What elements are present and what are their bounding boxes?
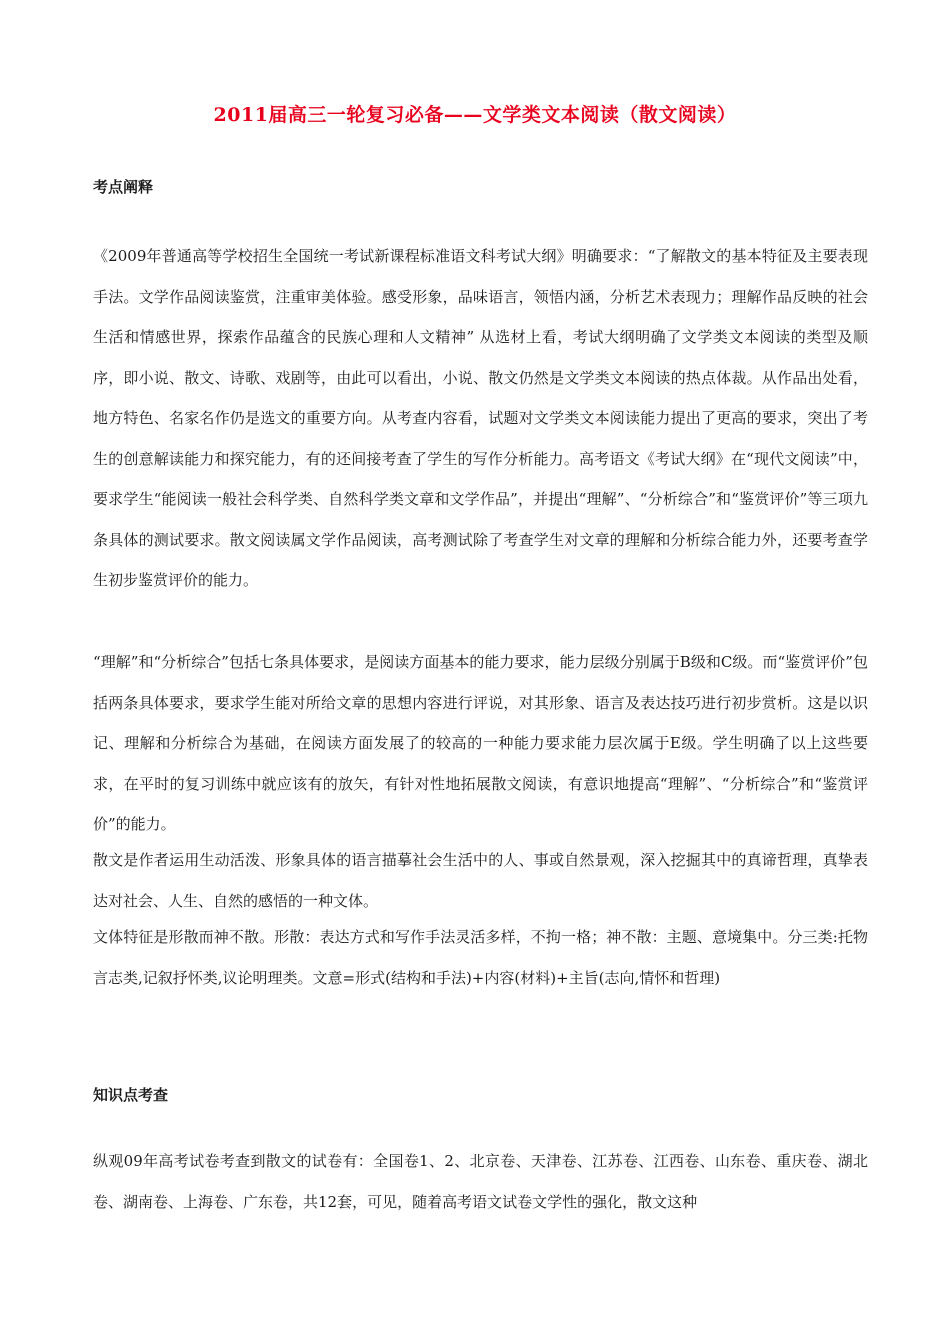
paragraph-prose-definition: 散文是作者运用生动活泼、形象具体的语言描摹社会生活中的人、事或自然景观，深入挖掘其中的真谛哲理，真挚表达对社会、人生、自然的感悟的一种文体。 [93,851,868,910]
paragraph-exam-outline: 《2009年普通高等学校招生全国统一考试新课程标准语文科考试大纲》明确要求：“了解散文的基本特征及主要表现手法。文学作品阅读鉴赏，注重审美体验。感受形象，品味语言，领悟内涵，分析艺术表现力；理解作品反映的社会生活和情感世界，探索作品蕴含的民族心理和人文精神” 从选材上看，考试大纲明确了文学类文本阅读的类型及顺序，即小说、散文、诗歌、戏剧等，由此可以看出，小说、散文仍然是文学类文本阅读的热点体裁。从作品出处看，地方特色、名家名作仍是选文的重要方向。从考查内容看，试题对文学类文本阅读能力提出了更高的要求，突出了考生的创意解读能力和探究能力，有的还间接考查了学生的写作分析能力。高考语文《考试大纲》在“现代文阅读”中，要求学生“能阅读一般社会科学类、自然科学类文章和文学作品”，并提出“理解”、“分析综合”和“鉴赏评价”等三项九条具体的测试要求。散文阅读属文学作品阅读，高考测试除了考查学生对文章的理解和分析综合能力外，还要考查学生初步鉴赏评价的能力。 [93,247,868,589]
paragraph-exam-survey: 纵观09年高考试卷考查到散文的试卷有：全国卷1、2、北京卷、天津卷、江苏卷、江西卷、山东卷、重庆卷、湖北卷、湖南卷、上海卷、广东卷，共12套，可见，随着高考语文试卷文学性的强化，散文这种 [93,1152,868,1211]
section-heading-kaodian: 考点阐释 [93,178,154,196]
paragraph-ability-levels: “理解”和“分析综合”包括七条具体要求，是阅读方面基本的能力要求，能力层级分别属于B级和C级。而“鉴赏评价”包括两条具体要求，要求学生能对所给文章的思想内容进行评说，对其形象、语言及表达技巧进行初步赏析。这是以识记、理解和分析综合为基础，在阅读方面发展了的较高的一种能力要求能力层次属于E级。学生明确了以上这些要求，在平时的复习训练中就应该有的放矢，有针对性地拓展散文阅读，有意识地提高“理解”、“分析综合”和“鉴赏评价”的能力。 [93,653,868,833]
document-title: 2011届高三一轮复习必备——文学类文本阅读（散文阅读） [213,104,737,126]
section-heading-knowledge: 知识点考查 [93,1086,169,1104]
paragraph-prose-features: 文体特征是形散而神不散。形散：表达方式和写作手法灵活多样，不拘一格；神不散：主题、意境集中。分三类:托物言志类,记叙抒怀类,议论明理类。文意=形式(结构和手法)+内容(材料)+主旨(志向,情怀和哲理) [93,928,868,987]
